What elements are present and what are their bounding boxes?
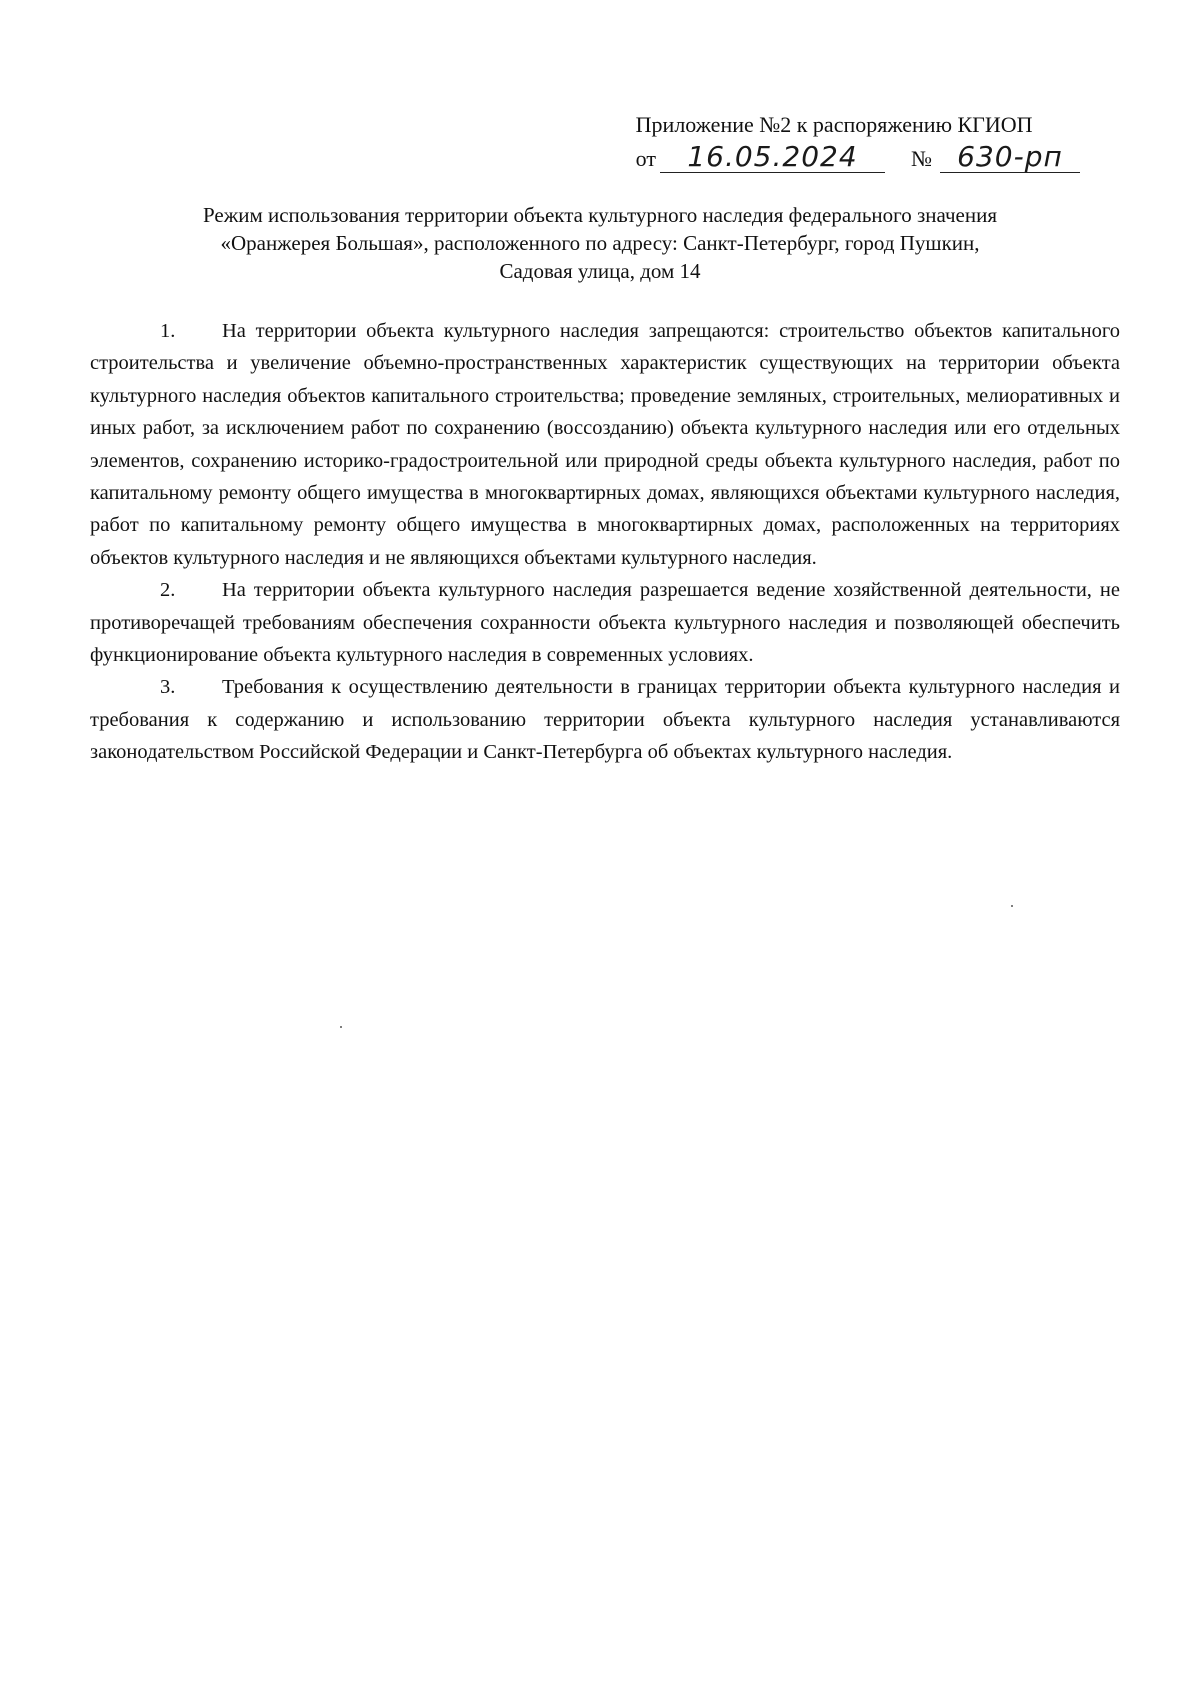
order-date-number-line: [636, 139, 1080, 173]
handwritten-order-number: 630-рп: [940, 142, 1080, 173]
paragraph-2: [90, 574, 1120, 671]
paragraph-text: На территории объекта культурного наследия разрешается ведение хозяйственной деятельности, не противоречащей требованиям обеспечения сохранности объекта культурного наследия и позволяющей обеспечить функционирование объекта культурного наследия в современных условиях.: [90, 579, 1120, 667]
paragraph-1: [90, 315, 1120, 574]
handwritten-date: 16.05.2024: [660, 142, 885, 173]
document-title: [90, 201, 1110, 285]
paragraph-number: 3.: [160, 676, 176, 699]
from-label: от: [635, 146, 656, 171]
paragraph-number: 2.: [160, 579, 176, 602]
scan-speck: [340, 1026, 342, 1028]
title-line-1: Режим использования территории объекта культурного наследия федерального значения: [202, 203, 998, 227]
document-header: [636, 111, 1080, 173]
paragraph-text: На территории объекта культурного наследия запрещаются: строительство объектов капитального строительства и увеличение объемно-пространственных характеристик существующих на территории объекта культурного наследия объектов капитального строительства; проведение земляных, строительных, мелиоративных и иных работ, за исключением работ по сохранению (воссозданию) объекта культурного наследия или его отдельных элементов, сохранению историко-градостроительной или природной среды объекта культурного наследия, работ по капитальному ремонту общего имущества в многоквартирных домах, являющихся объектами культурного наследия, работ по капитальному ремонту общего имущества в многоквартирных домах, расположенных на территориях объектов культурного наследия и не являющихся объектами культурного наследия.: [90, 320, 1120, 569]
number-label: №: [911, 146, 932, 171]
paragraph-number: 1.: [160, 320, 176, 342]
title-line-2: «Оранжерея Большая», расположенного по адресу: Санкт-Петербург, город Пушкин,: [220, 231, 980, 255]
paragraph-text: Требования к осуществлению деятельности в границах территории объекта культурного наследия и требования к содержанию и использованию территории объекта культурного наследия устанавливаются законодательством Российской Федерации и Санкт-Петербурга об объектах культурного наследия.: [90, 676, 1120, 764]
paragraph-3: [90, 671, 1120, 768]
appendix-reference: Приложение №2 к распоряжению КГИОП: [635, 112, 1033, 137]
scan-speck: [1011, 905, 1013, 907]
document-body: [90, 315, 1120, 769]
title-line-3: Садовая улица, дом 14: [499, 259, 701, 283]
